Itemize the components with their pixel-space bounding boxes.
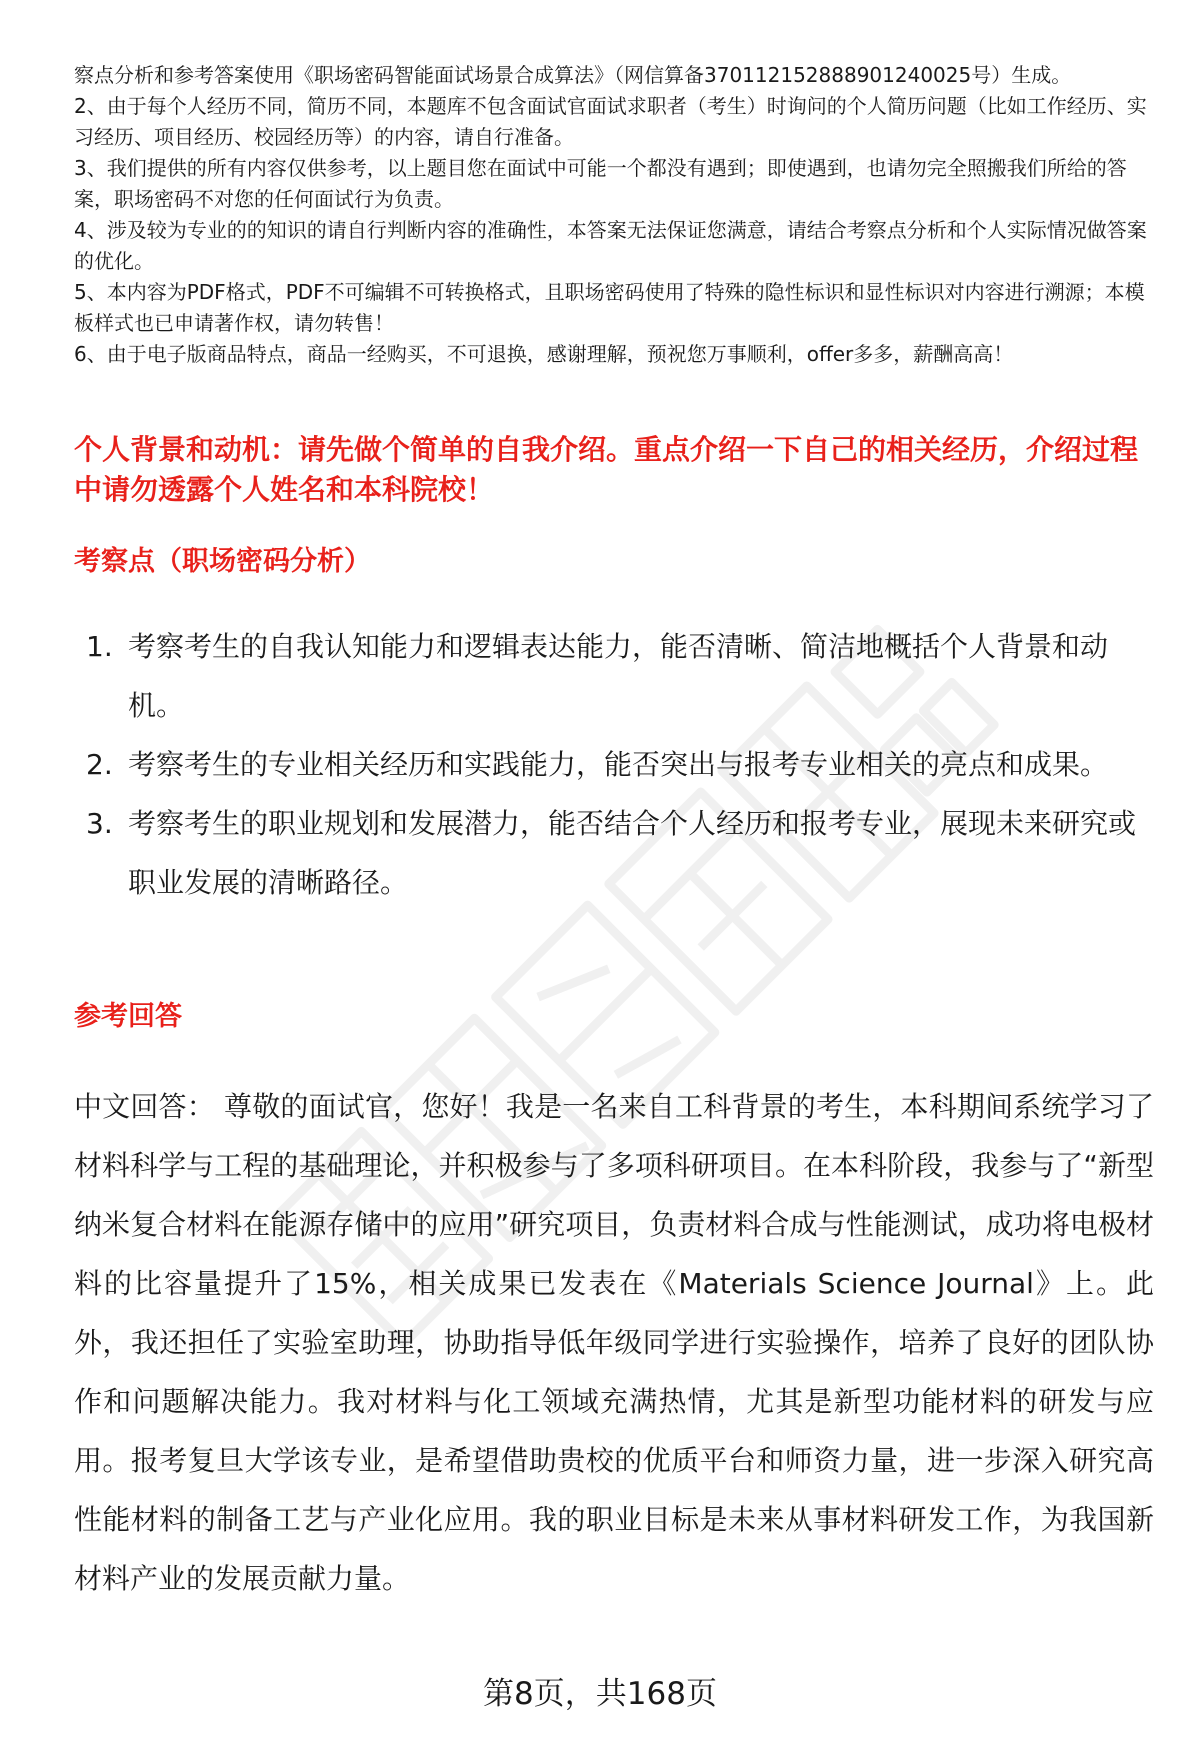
note-item: 6、由于电子版商品特点，商品一经购买，不可退换，感谢理解，预祝您万事顺利，offer多多，薪酬高高！ [74,342,1014,366]
point-text: 考察考生的自我认知能力和逻辑表达能力，能否清晰、简洁地概括个人背景和动机。 [128,630,1109,722]
analysis-points [74,617,1154,912]
disclaimer-notes [74,60,1164,370]
point-text: 考察考生的专业相关经历和实践能力，能否突出与报考专业相关的亮点和成果。 [128,748,1109,781]
point-text: 考察考生的职业规划和发展潜力，能否结合个人经历和报考专业，展现未来研究或职业发展的清晰路径。 [128,807,1137,899]
reference-title: 参考回答 [74,1001,182,1032]
note-item: 2、由于每个人经历不同，简历不同，本题库不包含面试官面试求职者（考生）时询问的个人简历问题（比如工作经历、实习经历、项目经历、校园经历等）的内容，请自行准备。 [74,94,1147,149]
reference-answer: 中文回答： 尊敬的面试官，您好！我是一名来自工科背景的考生，本科期间系统学习了材料科学与工程的基础理论，并积极参与了多项科研项目。在本科阶段，我参与了“新型纳米复合材料在能源存储中的应用”研究项目，负责材料合成与性能测试，成功将电极材料的比容量提升了15%，相关成果已发表在《Materials Science Journal》上。此外，我还担任了实验室助理，协助指导低年级同学进行实验操作，培养了良好的团队协作和问题解决能力。我对材料与化工领域充满热情，尤其是新型功能材料的研发与应用。报考复旦大学该专业，是希望借助贵校的优质平台和师资力量，进一步深入研究高性能材料的制备工艺与产业化应用。我的职业目标是未来从事材料研发工作，为我国新材料产业的发展贡献力量。 [74,1090,1154,1595]
question-heading: 个人背景和动机：请先做个简单的自我介绍。重点介绍一下自己的相关经历，介绍过程中请勿透露个人姓名和本科院校！ [74,433,1139,506]
point-number: 3. [86,807,113,840]
note-item: 4、涉及较为专业的的知识的请自行判断内容的准确性，本答案无法保证您满意，请结合考察点分析和个人实际情况做答案的优化。 [74,218,1147,273]
analysis-point [74,617,1154,735]
page-number: 第8页，共168页 [483,1676,717,1712]
analysis-title: 考察点（职场密码分析） [74,546,371,577]
note-item: 察点分析和参考答案使用《职场密码智能面试场景合成算法》（网信算备370112152888901240025号）生成。 [74,63,1072,87]
point-number: 1. [86,630,113,663]
analysis-point [74,794,1154,912]
analysis-point [74,735,1154,794]
point-number: 2. [86,748,113,781]
note-item: 5、本内容为PDF格式，PDF不可编辑不可转换格式，且职场密码使用了特殊的隐性标识和显性标识对内容进行溯源；本模板样式也已申请著作权，请勿转售！ [74,280,1145,335]
note-item: 3、我们提供的所有内容仅供参考，以上题目您在面试中可能一个都没有遇到；即使遇到，也请勿完全照搬我们所给的答案，职场密码不对您的任何面试行为负责。 [74,156,1127,211]
